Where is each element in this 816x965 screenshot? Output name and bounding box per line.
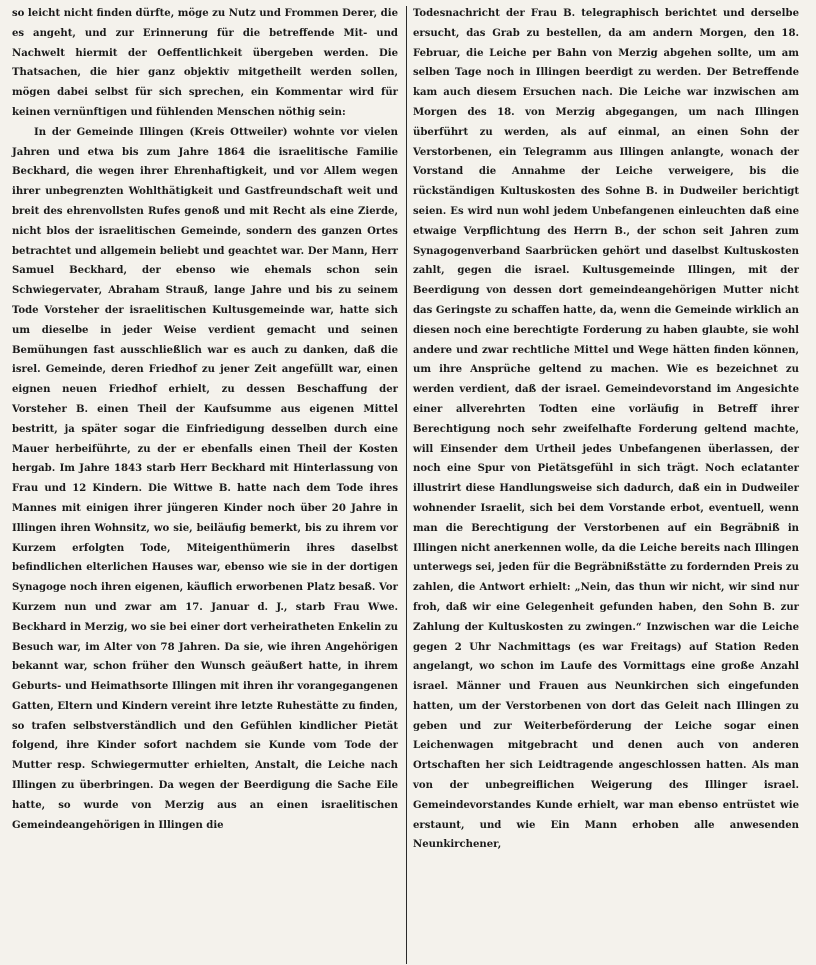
left-column (6, 4, 406, 965)
paragraph: In der Gemeinde Illingen (Kreis Ottweiler) wohnte vor vielen Jahren und etwa bis zum Jahre 1864 die israelitische Familie Beckhard, die wegen ihrer Ehrenhaftigkeit, und vor Allem wegen ihrer unbegrenzten Wohlthätigkeit und Gastfreundschaft weit und breit des ehrenvollsten Rufes genoß und mit Recht als eine Zierde, nicht blos der israelitischen Gemeinde, sondern des ganzen Ortes betrachtet und allgemein beliebt und geachtet war. Der Mann, Herr Samuel Beckhard, der ebenso wie ehemals schon sein Schwiegervater, Abraham Strauß, lange Jahre und bis zu seinem Tode Vorsteher der israelitischen Kultusgemeinde war, hatte sich um dieselbe in jeder Weise verdient gemacht und seinen Bemühungen fast ausschließlich war es auch zu danken, daß die isrel. Gemeinde, deren Friedhof zu jener Zeit angefüllt war, einen eignen neuen Friedhof erhielt, zu dessen Beschaffung der Vorsteher B. einen Theil der Kaufsumme aus eigenen Mittel bestritt, ja später sogar die Einfriedigung desselben durch eine Mauer herbeiführte, zu der er ebenfalls einen Theil der Kosten hergab. Im Jahre 1843 starb Herr Beckhard mit Hinterlassung von Frau und 12 Kindern. Die Wittwe B. hatte nach dem Tode ihres Mannes mit einigen ihrer jüngeren Kinder noch über 20 Jahre in Illingen ihren Wohnsitz, wo sie, beiläufig bemerkt, bis zu ihrem vor Kurzem erfolgten Tode, Miteigenthümerin ihres daselbst befindlichen elterlichen Hauses war, ebenso wie sie in der dortigen Synagoge noch ihren eigenen, käuflich erworbenen Platz besaß. Vor Kurzem nun und zwar am 17. Januar d. J., starb Frau Wwe. Beckhard in Merzig, wo sie bei einer dort verheiratheten Enkelin zu Besuch war, im Alter von 78 Jahren. Da sie, wie ihren Angehörigen bekannt war, schon früher den Wunsch geäußert hatte, in ihrem Geburts- und Heimathsorte Illingen mit ihren ihr vorangegangenen Gatten, Eltern und Kindern vereint ihre letzte Ruhestätte zu finden, so trafen selbstverständlich und den Gefühlen kindlicher Pietät folgend, ihre Kinder sofort nachdem sie Kunde vom Tode der Mutter resp. Schwiegermutter erhielten, Anstalt, die Leiche nach Illingen zu überbringen. Da wegen der Beerdigung die Sache Eile hatte, so wurde von Merzig aus an einen israelitischen Gemeindeangehörigen in Illingen die (12, 126, 398, 831)
paragraph: Todesnachricht der Frau B. telegraphisch berichtet und derselbe ersucht, das Grab zu bestellen, da am andern Morgen, den 18. Februar, die Leiche per Bahn von Merzig abgehen sollte, um am selben Tage noch in Illingen beerdigt zu werden. Der Betreffende kam auch diesem Ersuchen nach. Die Leiche war inzwischen am Morgen des 18. von Merzig abgegangen, um nach Illingen überführt zu werden, als auf einmal, an einen Sohn der Verstorbenen, ein Telegramm aus Illingen anlangte, wonach der Vorstand die Annahme der Leiche verweigere, bis die rückständigen Kultuskosten des Sohne B. in Dudweiler berichtigt seien. Es wird nun wohl jedem Unbefangenen einleuchten daß eine etwaige Verpflichtung des Herrn B., der schon seit Jahren zum Synagogenverband Saarbrücken gehört und daselbst Kultuskosten zahlt, gegen die israel. Kultusgemeinde Illingen, mit der Beerdigung von dessen dort gemeindeangehörigen Mutter nicht das Geringste zu schaffen hatte, da, wenn die Gemeinde wirklich an diesen noch eine berechtigte Forderung zu haben glaubte, sie wohl andere und zwar rechtliche Mittel und Wege hätten finden können, um ihre Ansprüche geltend zu machen. Wie es bezeichnet zu werden verdient, daß der israel. Gemeindevorstand im Angesichte einer allverehrten Todten eine vorläufig in Betreff ihrer Berechtigung noch sehr zweifelhafte Forderung geltend machte, will Einsender dem Urtheil jedes Unbefangenen überlassen, der noch eine Spur von Pietätsgefühl in sich trägt. Noch eclatanter illustrirt diese Handlungsweise sich dadurch, daß ein in Dudweiler wohnender Israelit, sich bei dem Vorstande erbot, eventuell, wenn man die Berechtigung der Verstorbenen auf ein Begräbniß in Illingen nicht anerkennen wolle, da die Leiche bereits nach Illingen unterwegs sei, jeden für die Begräbnißstätte zu fordernden Preis zu zahlen, die Antwort erhielt: „Nein, das thun wir nicht, wir sind nur froh, daß wir eine Gelegenheit gefunden haben, den Sohn B. zur Zahlung der Kultuskosten zu zwingen.“ Inzwischen war die Leiche gegen 2 Uhr Nachmittags (es war Freitags) auf Station Reden angelangt, wo schon im Laufe des Vormittags eine große Anzahl israel. Männer und Frauen aus Neunkirchen sich eingefunden hatten, um der Verstorbenen von dort das Geleit nach Illingen zu geben und zur Weiterbeförderung der Leiche sogar einen Leichenwagen mitgebracht und denen auch von anderen Ortschaften her sich Leidtragende angeschlossen hatten. Als man von der unbegreiflichen Weigerung des Illinger israel. Gemeindevorstandes Kunde erhielt, war man ebenso entrüstet wie erstaunt, und wie Ein Mann erhoben alle anwesenden Neunkirchener, (413, 8, 799, 851)
paragraph: so leicht nicht finden dürfte, möge zu Nutz und Frommen Derer, die es angeht, und zur Erinnerung für die betreffende Mit- und Nachwelt hiermit der Oeffentlichkeit übergeben werden. Die Thatsachen, die hier ganz objektiv mitgetheilt werden sollen, mögen dabei selbst für sich sprechen, ein Kommentar wird für keinen vernünftigen und fühlenden Menschen nöthig sein: (12, 8, 398, 118)
right-column (407, 4, 807, 965)
